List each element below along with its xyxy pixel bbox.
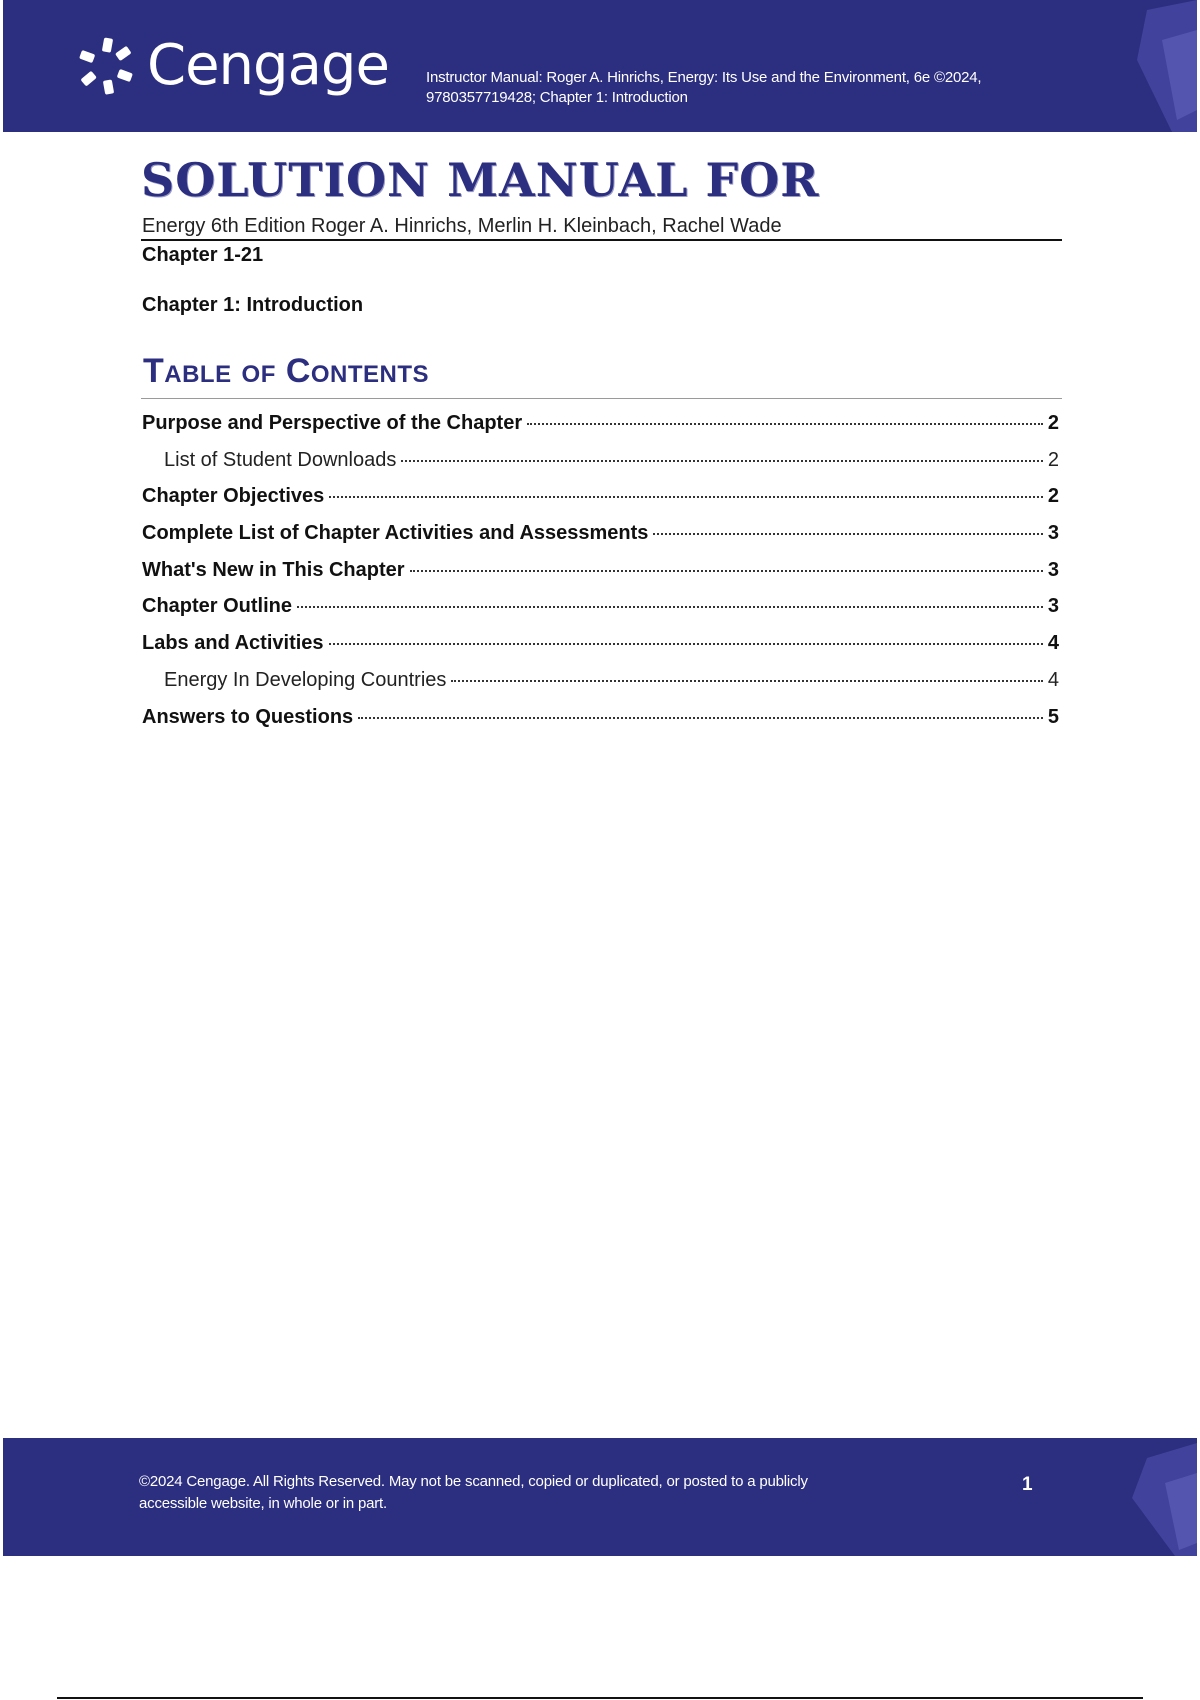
toc-entry[interactable]	[142, 595, 1059, 632]
toc-entry-page: 4	[1047, 668, 1059, 691]
toc-leader-dots	[653, 532, 1042, 535]
header-note: Instructor Manual: Roger A. Hinrichs, Energy: Its Use and the Environment, 6e ©2024, 9780357719428; Chapter 1: Introduction	[426, 69, 982, 106]
toc-leader-dots	[358, 716, 1043, 719]
toc-entry-page: 4	[1047, 632, 1059, 655]
toc-entry-page: 3	[1047, 558, 1059, 581]
header-band	[3, 0, 1197, 132]
toc-entry-label: List of Student Downloads	[164, 448, 397, 471]
chapter-title: Chapter 1: Introduction	[142, 294, 364, 316]
chapter-range: Chapter 1-21	[142, 244, 264, 266]
toc-entry-page: 2	[1047, 485, 1059, 508]
toc-entry[interactable]	[142, 412, 1059, 449]
toc-heading: Table of Contents	[143, 352, 430, 390]
toc-divider	[141, 398, 1062, 399]
toc-entry-page: 3	[1047, 595, 1059, 618]
logo-wordmark: Cengage	[147, 33, 389, 98]
toc-entry[interactable]	[142, 706, 1059, 743]
toc-entry[interactable]	[142, 559, 1059, 596]
toc-entry-label: Chapter Outline	[142, 595, 293, 618]
page-number: 1	[1022, 1474, 1033, 1495]
toc-entry[interactable]	[142, 522, 1059, 559]
title-divider	[141, 239, 1062, 241]
footer-band	[3, 1438, 1197, 1556]
toc-leader-dots	[329, 642, 1043, 645]
toc-entry-page: 5	[1047, 705, 1059, 728]
cengage-logo-icon	[75, 36, 139, 100]
toc-leader-dots	[297, 605, 1043, 608]
toc-entry-page: 3	[1047, 522, 1059, 545]
document-title: SOLUTION MANUAL FOR	[141, 153, 820, 207]
toc-leader-dots	[527, 422, 1043, 425]
toc-entry-label: Answers to Questions	[142, 705, 354, 728]
bottom-rule	[57, 1697, 1143, 1699]
toc-entry[interactable]	[142, 449, 1059, 486]
toc-entry-label: Purpose and Perspective of the Chapter	[142, 412, 523, 434]
toc-leader-dots	[329, 495, 1043, 498]
toc-entry-label: Complete List of Chapter Activities and Assessments	[142, 522, 649, 545]
decorative-corner-shape	[1117, 1438, 1197, 1556]
toc-entry-label: Labs and Activities	[142, 632, 324, 655]
toc-entry-label: Energy In Developing Countries	[164, 668, 447, 691]
toc-entry-page: 2	[1047, 448, 1059, 471]
toc-entry-label: Chapter Objectives	[142, 485, 325, 508]
toc-entry[interactable]	[142, 485, 1059, 522]
toc-entry[interactable]	[142, 669, 1059, 706]
decorative-corner-shape	[1117, 0, 1197, 132]
toc-entry-label: What's New in This Chapter	[142, 558, 405, 581]
document-subtitle: Energy 6th Edition Roger A. Hinrichs, Merlin H. Kleinbach, Rachel Wade	[142, 215, 782, 237]
toc-leader-dots	[401, 459, 1043, 462]
footer-copyright: ©2024 Cengage. All Rights Reserved. May not be scanned, copied or duplicated, or posted to a publicly accessible website, in whole or in part.	[139, 1473, 808, 1512]
toc-entry-page: 2	[1047, 412, 1059, 434]
table-of-contents	[142, 412, 1059, 742]
toc-entry[interactable]	[142, 632, 1059, 669]
toc-leader-dots	[451, 679, 1042, 682]
toc-leader-dots	[410, 569, 1043, 572]
cengage-logo	[75, 32, 389, 102]
